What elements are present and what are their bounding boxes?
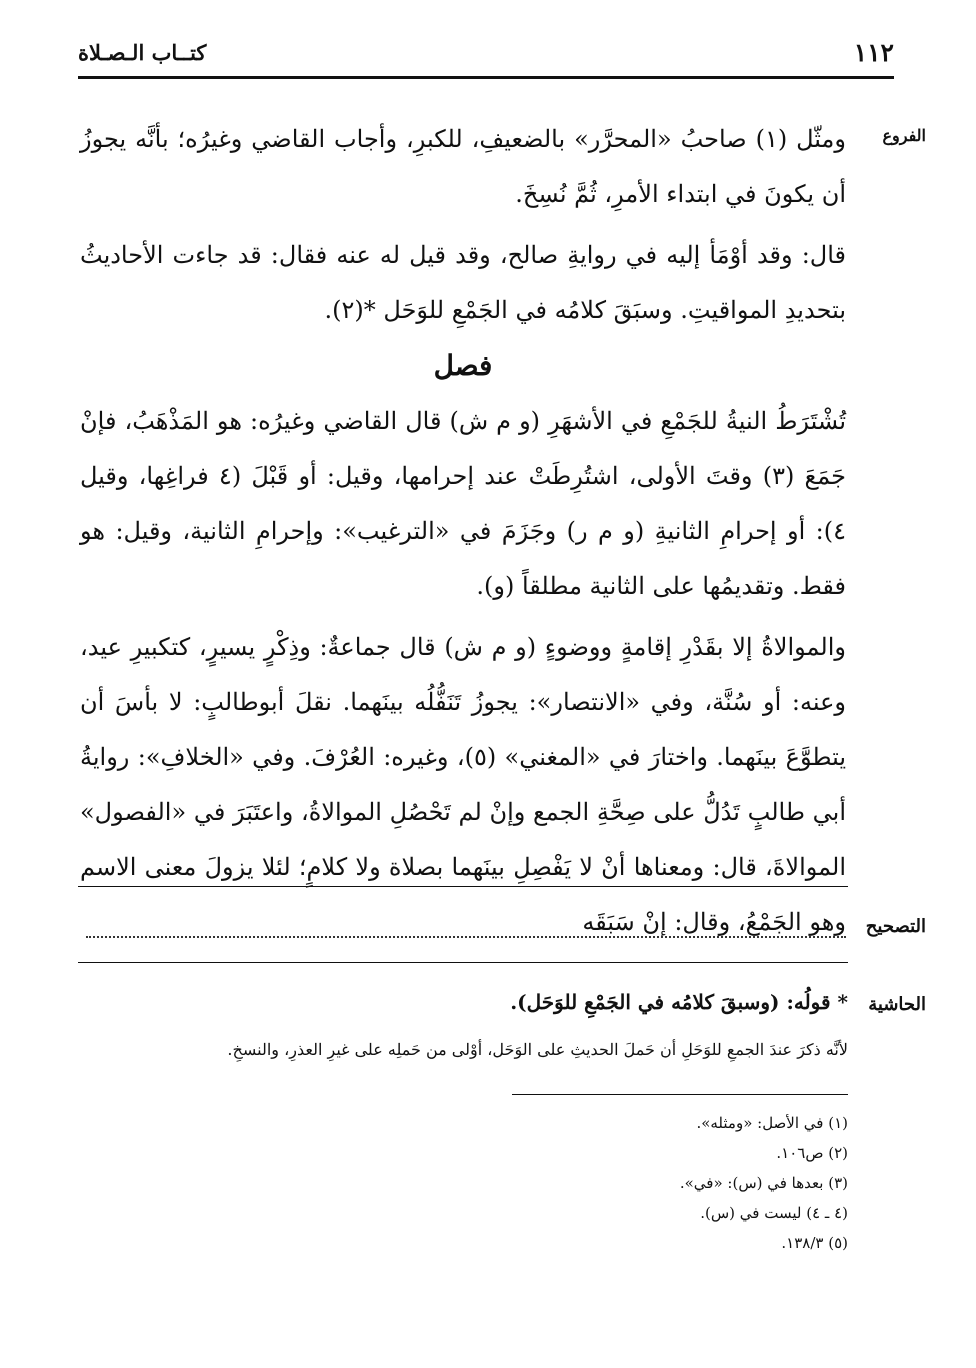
- paragraph-2: قال: وقد أوْمَأ إليه في روايةِ صالح، وقد قيل له عنه فقال: قد جاءت الأحاديثُ بتحديدِ المواقيتِ. وسبَقَ كلامُه في الجَمْعِ للوَحَل *(٢).: [80, 241, 846, 324]
- running-header: [78, 40, 894, 70]
- main-text-divider: [78, 886, 848, 887]
- section-heading: فصل: [433, 349, 493, 382]
- footnote-1: (١) في الأصل: «ومثله».: [696, 1114, 848, 1132]
- header-divider: [78, 76, 894, 79]
- book-title: كتــاب الـصـلاة: [78, 40, 207, 65]
- main-text-block: [80, 112, 846, 950]
- footnote-4: (٤ ـ ٤) ليست في (س).: [700, 1204, 848, 1222]
- correction-dotted-line: [86, 918, 846, 938]
- paragraph-4: والموالاةُ إلا بقَدْرِ إقامةٍ ووضوءٍ (و م ش) قال جماعةٌ: وذِكْرٍ يسيرٍ، كتكبيرِ عيد، وعنه: أو سُنَّة، وفي «الانتصار»: يجوزُ تَنَفُّلُه بينَهما. نقلَ أبوطالبٍ: لا بأسَ أن يتطوَّعَ بينَهما. واختارَ في «المغني» (٥)، وغيره: العُرْفَ. وفي «الخلافِ»: روايةُ أبي طالبٍ تَدُلُّ على صِحَّةِ الجمع وإنْ لم تَحْصُلِ الموالاةُ، واعتَبَرَ في «الفصول» الموالاةَ، قال: ومعناها أنْ لا يَفْصِلِ بينَهما بصلاة ولا كلامٍ؛ لئلا يزولَ معنى الاسم وهو الجَمْعُ، وقال: إنْ سَبَقَه: [80, 633, 846, 936]
- footnote-3: (٣) بعدها في (س): «في».: [679, 1174, 848, 1192]
- footnote-5: (٥) ١٣٨/٣.: [781, 1234, 848, 1252]
- margin-label-tashih: التصحيح: [865, 916, 926, 937]
- correction-divider: [78, 962, 848, 963]
- footnotes: [468, 1108, 848, 1258]
- page-number: ١١٢: [853, 38, 894, 67]
- margin-label-hashiya: الحاشية: [868, 994, 926, 1015]
- margin-label-furu: الفروع: [882, 126, 926, 145]
- footnotes-divider: [512, 1094, 848, 1095]
- footnote-2: (٢) ص١٠٦.: [776, 1144, 848, 1162]
- hashiya-body: لأنَّه ذكرَ عندَ الجمعِ للوَحَلِ أن حَملَ الحديثِ على الوَحَل، أوْلى من حَملِه على غيرِ العذرِ، والنسخِ.: [227, 1040, 848, 1059]
- hashiya-title: * قولُه: (وسبقَ كلامُه في الجَمْعِ للوَحَل).: [510, 990, 848, 1014]
- paragraph-1: ومثّل (١) صاحبُ «المحرَّر» بالضعيفِ، للكبرِ، وأجاب القاضي وغيرُه؛ بأنَّه يجوزُ أن يكونَ في ابتداء الأمرِ، ثُمَّ نُسِخَ.: [80, 125, 846, 208]
- paragraph-3: تُشْتَرَطُ النيةُ للجَمْعِ في الأشهَرِ (و م ش) قال القاضي وغيرُه: هو المَذْهَبُ، فإنْ جَمَعَ (٣) وقتَ الأولى، اشتُرِطَتْ عند إحرامها، وقيل: أو قَبْلَ (٤ فراغِها، وقيل ٤): أو إحرامِ الثانيةِ (و م ر) وجَزَمَ في «الترغيب»: وإحرامِ الثانية، وقيل: هو فقط. وتقديمُها على الثانية مطلقاً (و).: [80, 407, 847, 600]
